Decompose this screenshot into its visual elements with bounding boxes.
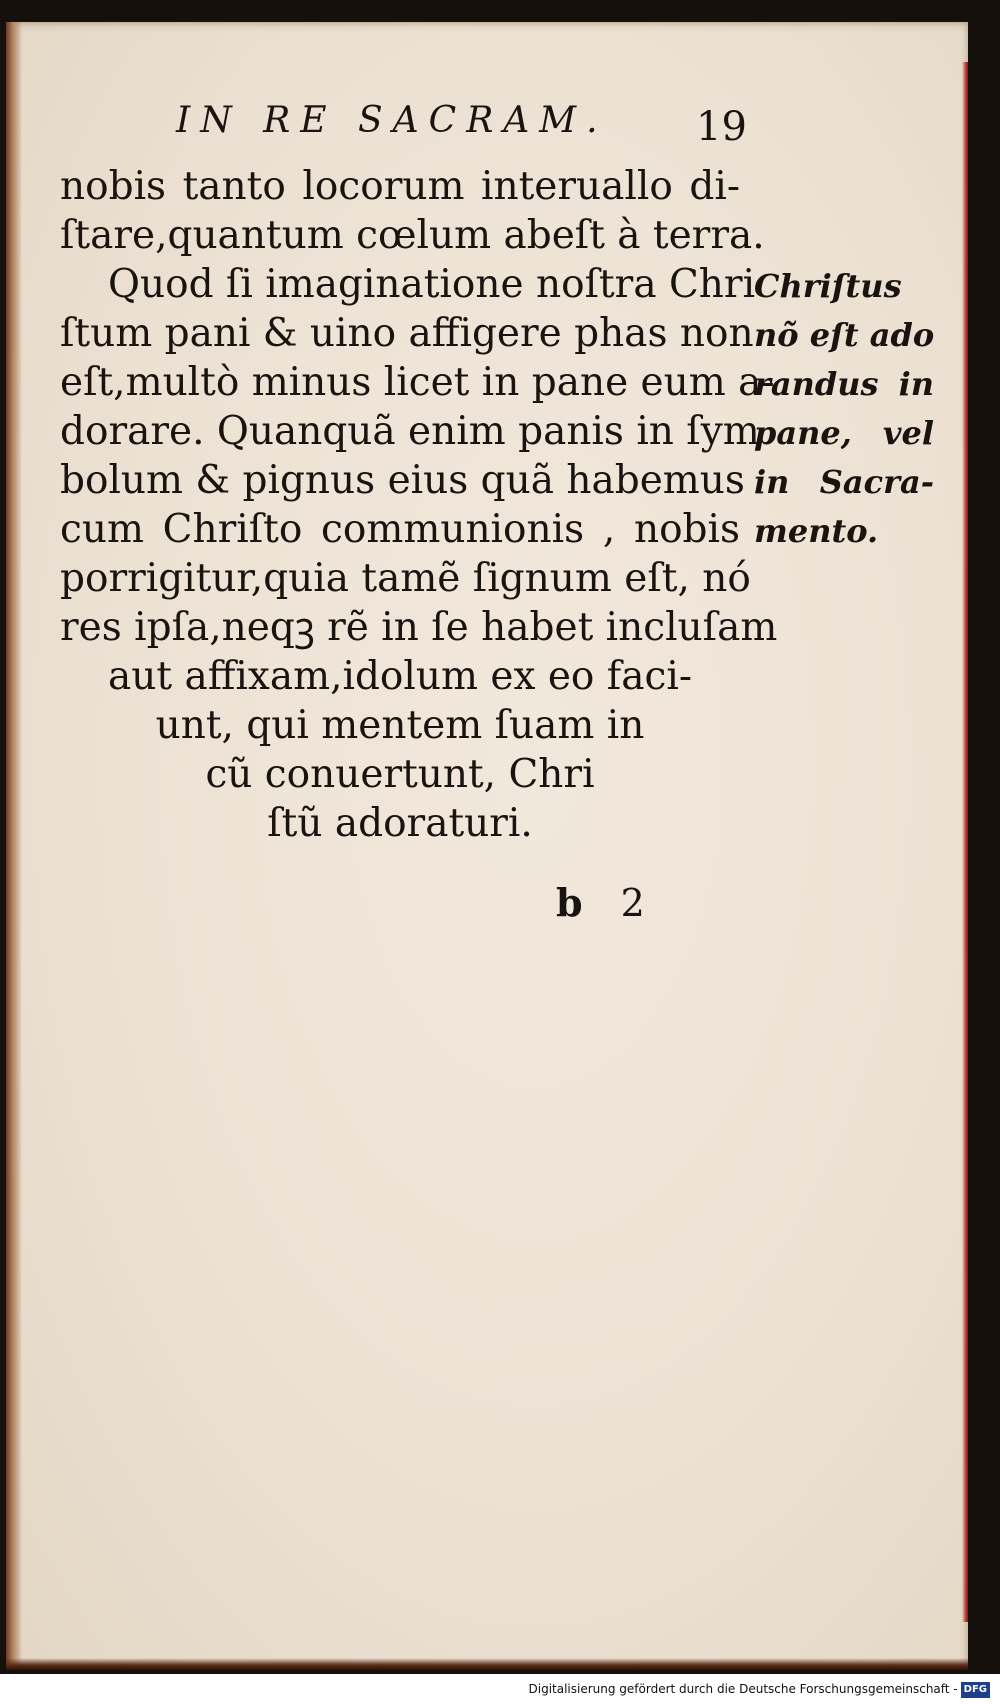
- page-bottom-edge: [6, 1658, 968, 1670]
- text-line: nobis tanto locorum interuallo di-: [60, 164, 740, 209]
- text-line: ſtum pani & uino affigere phas non: [60, 311, 754, 356]
- text-line: ſtũ adoraturi.: [267, 801, 533, 846]
- text-line: aut affixam,idolum ex eo faci-: [108, 654, 692, 699]
- margin-line: in Sacra-: [754, 463, 934, 501]
- margin-line: Chriſtus: [754, 267, 902, 305]
- text-line: porrigitur,quia tamẽ ſignum eſt, nó: [60, 556, 751, 601]
- margin-line: mento.: [754, 512, 879, 550]
- dfg-logo: DFG: [961, 1682, 990, 1698]
- text-line: cum Chriſto communionis , nobis: [60, 507, 740, 552]
- margin-line: nõ eſt ado: [754, 316, 935, 354]
- credit-text: Digitalisierung gefördert durch die Deutsche Forschungsgemeinschaft -: [528, 1682, 958, 1696]
- text-line: Quod ſi imaginatione noſtra Chri: [108, 262, 756, 307]
- marginal-note: [754, 262, 934, 556]
- signature-mark: [556, 880, 645, 925]
- margin-line: pane, vel: [754, 414, 934, 452]
- text-line: unt, qui mentem ſuam in: [155, 703, 645, 748]
- page-number: 19: [696, 104, 747, 150]
- text-line: cũ conuertunt, Chri: [205, 752, 595, 797]
- text-line: eſt,multò minus licet in pane eum a-: [60, 360, 775, 405]
- text-line: dorare. Quanquã enim panis in ſym: [60, 409, 760, 454]
- text-line: ſtare,quantum cœlum abeſt à terra.: [60, 213, 765, 258]
- text-line: res ipſa,neqꝫ rẽ in ſe habet incluſam: [60, 605, 778, 650]
- page-gutter-shadow: [6, 22, 22, 1670]
- signature-letter: b: [556, 880, 583, 925]
- margin-line: randus in: [754, 365, 934, 403]
- red-fore-edge: [962, 62, 968, 1622]
- book-page: [6, 22, 968, 1670]
- signature-number: 2: [620, 881, 645, 925]
- digitization-credit: [0, 1674, 1000, 1704]
- running-head: IN RE SACRAM.: [176, 100, 608, 141]
- text-line: bolum & pignus eius quã habemus: [60, 458, 745, 503]
- main-text-block: [60, 162, 778, 848]
